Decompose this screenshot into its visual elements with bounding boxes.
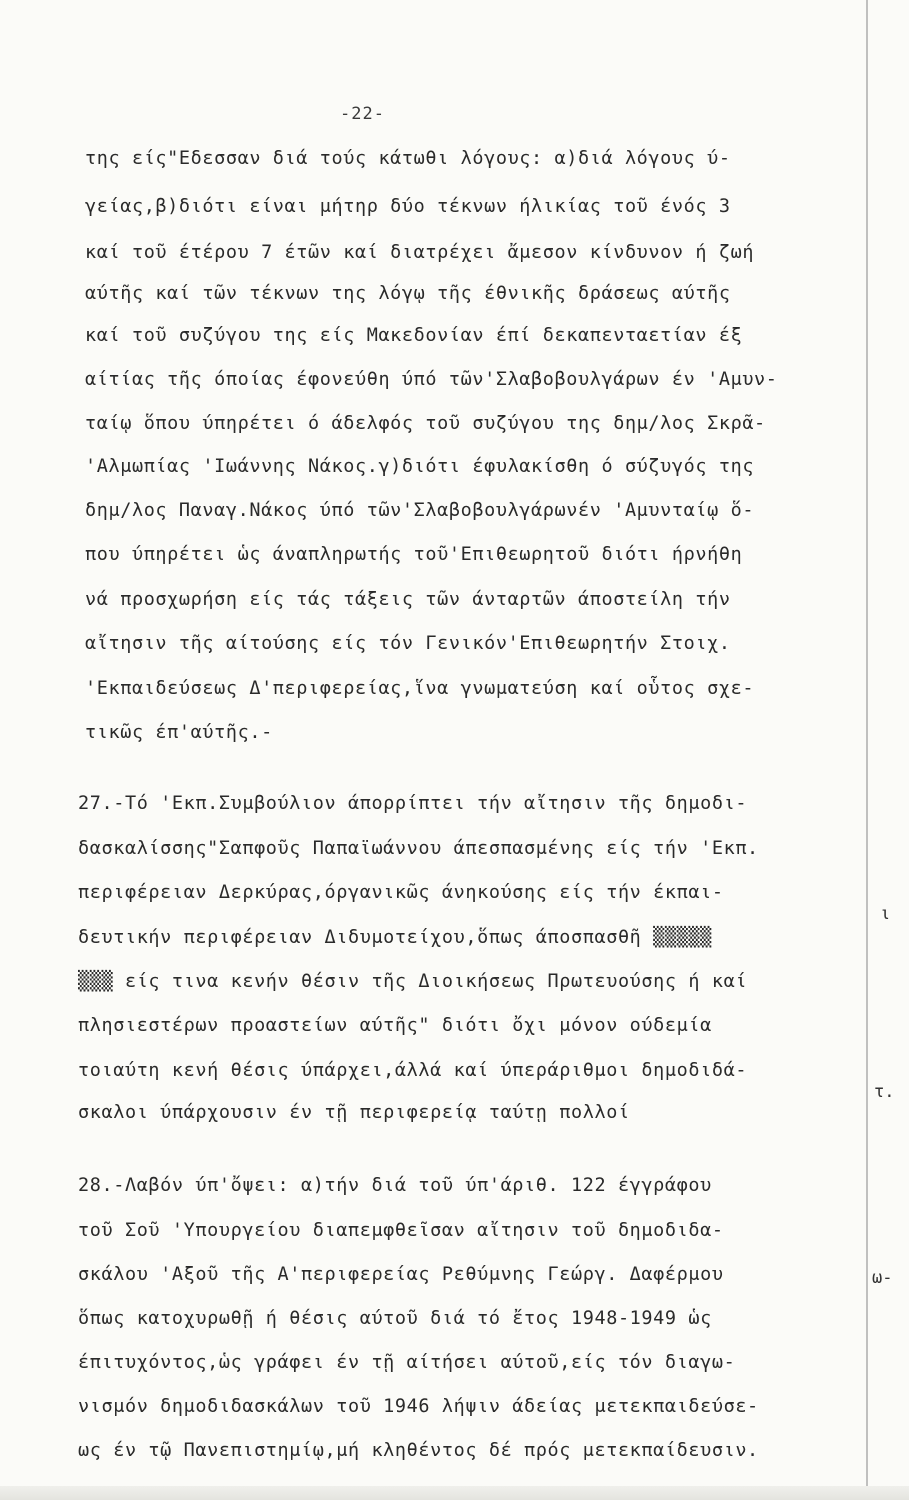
text-line: δευτικήν περιφέρειαν Διδυμοτείχου,ὅπως άποσπασθῆ ▒▒▒▒▒ — [78, 927, 712, 948]
text-line: νά προσχωρήση είς τάς τάξεις τῶν άνταρτῶν άποστείλη τήν — [85, 589, 731, 610]
page-edge-line — [866, 0, 868, 1500]
text-line: που ύπηρέτει ὡς άναπληρωτής τοῦ'Επιθεωρητοῦ διότι ήρνήθη — [85, 544, 743, 565]
text-line: ως έν τῷ Πανεπιστημίῳ,μή κληθέντος δέ πρός μετεκπαίδευσιν. — [78, 1440, 759, 1461]
text-line: 'Εκπαιδεύσεως Δ'περιφερείας,ἵνα γνωματεύση καί οὗτος σχε- — [85, 678, 755, 699]
text-line: τοιαύτη κενή θέσις ύπάρχει,άλλά καί ύπεράριθμοι δημοδιδά- — [78, 1060, 748, 1081]
text-line: ὅπως κατοχυρωθῇ ή θέσις αύτοῦ διά τό ἔτος 1948-1949 ὡς — [78, 1308, 712, 1329]
text-line: ταίῳ ὅπου ύπηρέτει ό άδελφός τοῦ συζύγου της δημ/λος Σκρᾶ- — [85, 413, 766, 434]
margin-mark: ι — [880, 904, 891, 924]
text-line: καί τοῦ συζύγου της είς Μακεδονίαν έπί δεκαπενταετίαν έξ — [85, 325, 743, 346]
text-line: 27.-Τό 'Εκπ.Συμβούλιον άπορρίπτει τήν αἴτησιν τῆς δημοδι- — [78, 793, 748, 814]
text-line: τικῶς έπ'αύτῆς.- — [85, 722, 273, 743]
text-line: σκαλοι ύπάρχουσιν έν τῇ περιφερείᾳ ταύτῃ πολλοί — [78, 1102, 630, 1123]
text-line: 28.-Λαβόν ύπ'ὄψει: α)τήν διά τοῦ ύπ'άριθ. 122 έγγράφου — [78, 1175, 712, 1196]
text-line: γείας,β)διότι είναι μήτηρ δύο τέκνων ήλικίας τοῦ ένός 3 — [85, 196, 731, 217]
text-line: αύτῆς καί τῶν τέκνων της λόγῳ τῆς έθνικῆς δράσεως αύτῆς — [85, 283, 731, 304]
text-line: αίτίας τῆς όποίας έφονεύθη ύπό τῶν'Σλαβοβουλγάρων έν 'Αμυν- — [85, 369, 778, 390]
text-line: καί τοῦ έτέρου 7 έτῶν καί διατρέχει ἄμεσον κίνδυνον ή ζωή — [85, 242, 755, 263]
margin-mark: τ. — [874, 1082, 895, 1102]
text-line: έπιτυχόντος,ὡς γράφει έν τῇ αίτήσει αύτοῦ,είς τόν διαγω- — [78, 1352, 736, 1373]
text-line: νισμόν δημοδιδασκάλων τοῦ 1946 λήψιν άδείας μετεκπαιδεύσε- — [78, 1396, 759, 1417]
text-line: πλησιεστέρων προαστείων αύτῆς" διότι ὄχι μόνον ούδεμία — [78, 1015, 712, 1036]
text-line: δασκαλίσσης"Σαπφοῦς Παπαϊωάννου άπεσπασμένης είς τήν 'Εκπ. — [78, 838, 759, 859]
margin-mark: ω- — [872, 1268, 893, 1288]
text-line: 'Αλμωπίας 'Ιωάννης Νάκος.γ)διότι έφυλακίσθη ό σύζυγός της — [85, 456, 755, 477]
text-line: δημ/λος Παναγ.Νάκος ύπό τῶν'Σλαβοβουλγάρωνέν 'Αμυνταίῳ ὅ- — [85, 500, 755, 521]
text-line: σκάλου 'Αξοῦ τῆς Α'περιφερείας Ρεθύμνης Γεώργ. Δαφέρμου — [78, 1264, 724, 1285]
page-bottom-edge — [0, 1486, 909, 1500]
text-line: τοῦ Σοῦ 'Υπουργείου διαπεμφθεῖσαν αἴτησιν τοῦ δημοδιδα- — [78, 1220, 724, 1241]
text-line: της είς"Εδεσσαν διά τούς κάτωθι λόγους: α)διά λόγους ύ- — [85, 148, 731, 169]
page-number: -22- — [340, 104, 385, 124]
text-line: περιφέρειαν Δερκύρας,όργανικῶς άνηκούσης είς τήν έκπαι- — [78, 882, 724, 903]
text-line: αἴτησιν τῆς αίτούσης είς τόν Γενικόν'Επιθεωρητήν Στοιχ. — [85, 633, 731, 654]
text-line: ▒▒▒ είς τινα κενήν θέσιν τῆς Διοικήσεως Πρωτευούσης ή καί — [78, 971, 748, 992]
